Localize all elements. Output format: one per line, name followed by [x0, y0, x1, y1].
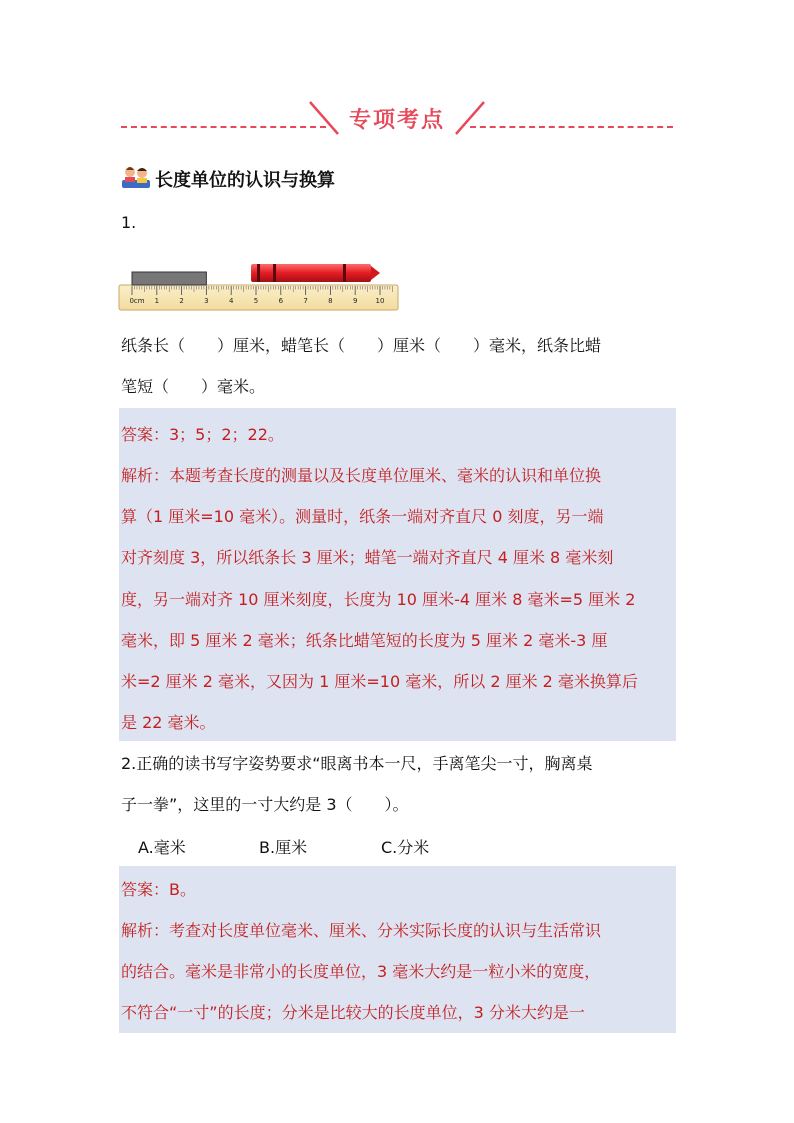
ruler-tick-label: 0cm	[129, 297, 145, 305]
q1-analysis-line: 度，另一端对齐 10 厘米刻度，长度为 10 厘米-4 厘米 8 毫米=5 厘米 2	[121, 590, 636, 609]
ruler-tick-label: 9	[352, 297, 358, 305]
crayon-tip	[371, 266, 380, 280]
ruler-figure	[118, 258, 400, 312]
q1-question-line1: 纸条长（ ）厘米，蜡笔长（ ）厘米（ ）毫米，纸条比蜡	[121, 336, 602, 355]
q1-number: 1.	[121, 213, 137, 232]
ruler-tick-label: 5	[253, 297, 259, 305]
reading-kids-icon	[120, 164, 152, 192]
q1-analysis-line: 毫米，即 5 厘米 2 毫米；纸条比蜡笔短的长度为 5 厘米 2 毫米-3 厘	[121, 631, 608, 650]
q2-option-c: C.分米	[381, 838, 430, 857]
header-dashed-line-right	[470, 126, 673, 128]
ruler-tick-label: 4	[228, 297, 234, 305]
header-title: 专项考点	[348, 108, 445, 133]
q1-analysis-line: 算（1 厘米=10 毫米）。测量时，纸条一端对齐直尺 0 刻度，另一端	[121, 507, 604, 526]
q2-question-line1: 2.正确的读书写字姿势要求“眼离书本一尺，手离笔尖一寸，胸离桌	[121, 754, 593, 773]
ruler-tick-label: 10	[375, 297, 385, 305]
header-dashed-line-left	[121, 126, 326, 128]
section-title: 长度单位的认识与换算	[155, 170, 335, 191]
paper-strip	[132, 272, 206, 285]
crayon-band	[273, 264, 276, 282]
ruler-tick-label: 8	[328, 297, 333, 305]
ruler-tick-label: 7	[303, 297, 308, 305]
q1-analysis-line: 米=2 厘米 2 毫米，又因为 1 厘米=10 毫米，所以 2 厘米 2 毫米换算后	[121, 672, 638, 691]
header-slash-right	[452, 100, 488, 136]
ruler-tick-label: 6	[278, 297, 284, 305]
q2-analysis-line: 不符合“一寸”的长度；分米是比较大的长度单位，3 分米大约是一	[121, 1003, 585, 1022]
q1-analysis-line: 是 22 毫米。	[121, 713, 216, 732]
q2-answer: 答案：B。	[121, 880, 196, 899]
crayon-band	[343, 264, 346, 282]
ruler-tick-label: 3	[204, 297, 209, 305]
q2-option-a: A.毫米	[138, 838, 186, 857]
q1-answer: 答案：3；5；2；22。	[121, 425, 284, 444]
q1-analysis-line: 对齐刻度 3，所以纸条长 3 厘米；蜡笔一端对齐直尺 4 厘米 8 毫米刻	[121, 548, 614, 567]
crayon-band	[257, 264, 260, 282]
crayon-body	[251, 264, 371, 282]
q1-question-line2: 笔短（ ）毫米。	[121, 377, 266, 396]
ruler-tick-label: 2	[179, 297, 184, 305]
q1-analysis-line: 解析：本题考查长度的测量以及长度单位厘米、毫米的认识和单位换	[121, 466, 602, 485]
ruler-tick-label: 1	[154, 297, 160, 305]
crayon	[251, 264, 380, 282]
header-slash-left	[306, 100, 342, 136]
q2-analysis-line: 解析：考查对长度单位毫米、厘米、分米实际长度的认识与生活常识	[121, 921, 602, 940]
q2-question-line2: 子一拳”，这里的一寸大约是 3（ ）。	[121, 795, 409, 814]
q2-option-b: B.厘米	[259, 838, 308, 857]
q2-analysis-line: 的结合。毫米是非常小的长度单位，3 毫米大约是一粒小米的宽度，	[121, 962, 601, 981]
